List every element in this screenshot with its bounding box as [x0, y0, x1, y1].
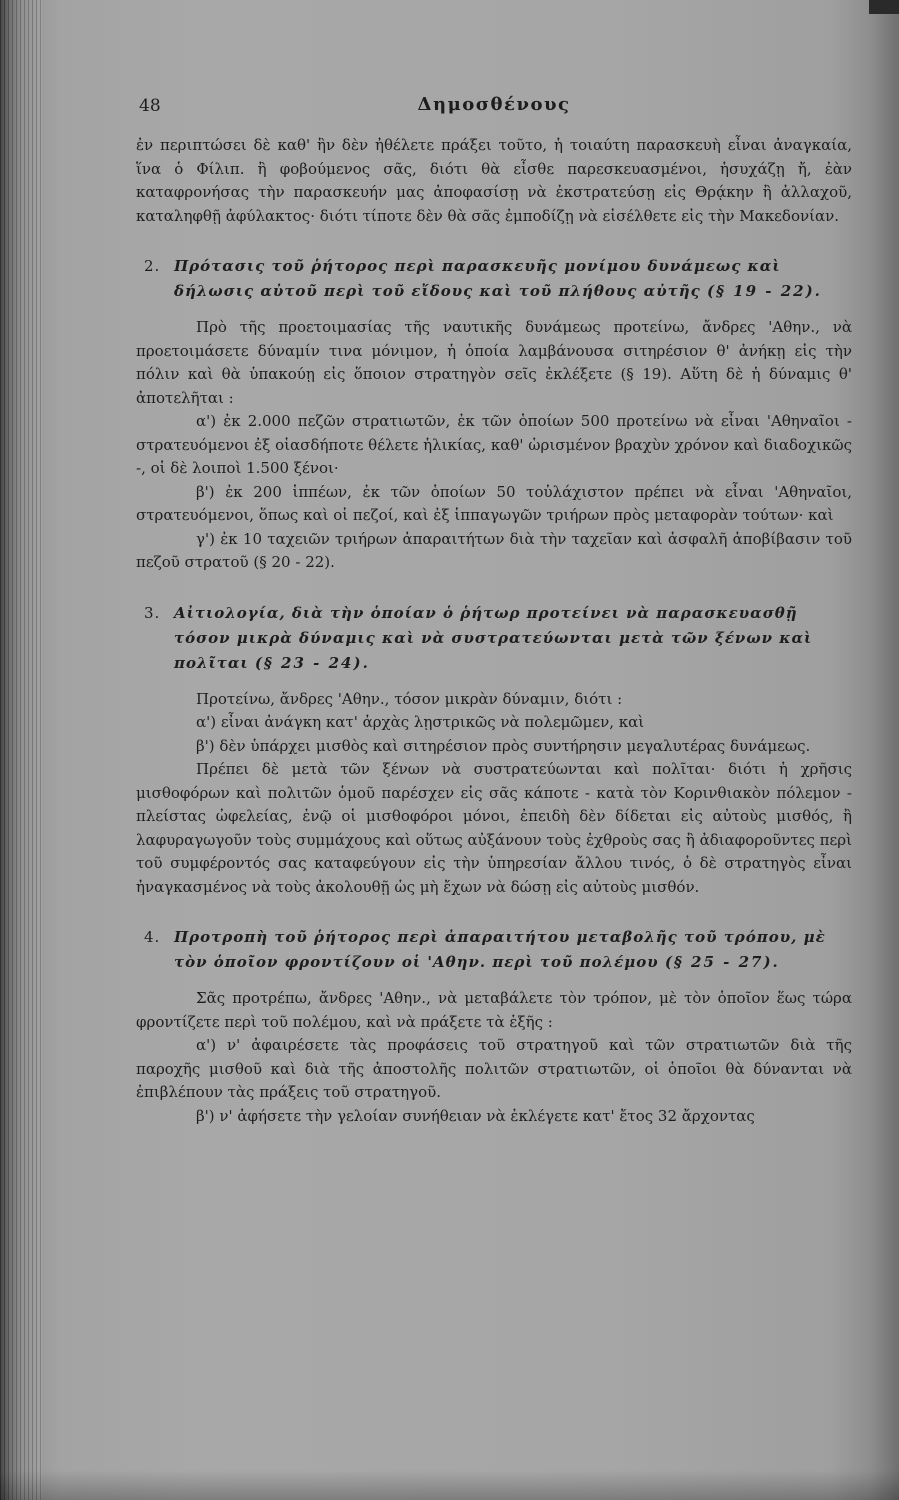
paragraph: α') ν' ἀφαιρέσετε τὰς προφάσεις τοῦ στρατηγοῦ καὶ τῶν στρατιωτῶν διὰ τῆς παροχῆς μισθοῦ καὶ διὰ τῆς ἀποστολῆς πολιτῶν στρατιωτῶν, οἱ ὁποῖοι θὰ δύνανται νὰ ἐπιβλέπουν τὰς πράξεις τοῦ στρατηγοῦ. — [136, 1036, 852, 1101]
section-title: Αἰτιολογία, διὰ τὴν ὁποίαν ὁ ῥήτωρ προτείνει νὰ παρασκευασθῇ τόσον μικρὰ δύναμις καὶ νὰ συστρατεύωνται μετὰ τῶν ξένων καὶ πολῖται — [174, 603, 813, 672]
paragraph: β') ν' ἀφήσετε τὴν γελοίαν συνήθειαν νὰ ἐκλέγετε κατ' ἔτος 32 ἄρχοντας — [196, 1106, 755, 1125]
section-number: 3. — [144, 603, 161, 622]
intro-paragraph: ἐν περιπτώσει δὲ καθ' ἣν δὲν ἠθέλετε πράξει τοῦτο, ἡ τοιαύτη παρασκευὴ εἶναι ἀναγκαία, ἵνα ὁ Φίλιπ. ἢ φοβούμενος σᾶς, διότι θὰ εἶσθε παρεσκευασμένοι, ἡσυχάζῃ ἤ, ἐὰν καταφρονήσας τὴν παρασκευήν μας ἀποφασίσῃ νὰ ἐκστρατεύσῃ εἰς Θρᾴκην ἢ ἀλλαχοῦ, καταληφθῇ ἀφύλακτος· διότι τίποτε δὲν θὰ σᾶς ἐμποδίζῃ νὰ εἰσέλθετε εἰς τὴν Μακεδονίαν. — [136, 136, 852, 225]
section-4 — [136, 925, 852, 1128]
section-2 — [136, 254, 852, 575]
section-heading — [144, 601, 852, 676]
bottom-shadow — [0, 1470, 899, 1500]
section-title: Προτροπὴ τοῦ ῥήτορος περὶ ἀπαραιτήτου μεταβολῆς τοῦ τρόπου, μὲ τὸν ὁποῖον φροντίζουν οἱ 'Αθην. περὶ τοῦ πολέμου — [174, 928, 826, 971]
running-head: Δημοσθένους — [417, 94, 571, 115]
section-heading — [144, 925, 852, 975]
paragraph: γ') ἐκ 10 ταχειῶν τριήρων ἀπαραιτήτων διὰ τὴν ταχεῖαν καὶ ἀσφαλῆ ἀποβίβασιν τοῦ πεζοῦ στρατοῦ (§ 20 - 22). — [136, 529, 852, 571]
section-ref: (§ 25 - 27). — [664, 953, 780, 971]
section-heading — [144, 254, 852, 304]
page-header — [136, 94, 852, 124]
paragraph: Πρὸ τῆς προετοιμασίας τῆς ναυτικῆς δυνάμεως προτείνω, ἄνδρες 'Αθην., νὰ προετοιμάσετε δύναμίν τινα μόνιμον, ἡ ὁποία λαμβάνουσα σιτηρέσιον θ' ἀνήκῃ εἰς τὴν πόλιν καὶ θὰ ὑπακούῃ εἰς ὅποιον στρατηγὸν σεῖς ἐκλέξετε (§ 19). Αὕτη δὲ ἡ δύναμις θ' ἀποτελῆται : — [136, 318, 852, 407]
section-3 — [136, 601, 852, 900]
paragraph: Σᾶς προτρέπω, ἄνδρες 'Αθην., νὰ μεταβάλετε τὸν τρόπον, μὲ τὸν ὁποῖον ἕως τώρα φροντίζετε περὶ τοῦ πολέμου, καὶ νὰ πράξετε τὰ ἑξῆς : — [136, 989, 852, 1031]
book-page-edges — [0, 0, 42, 1500]
section-number: 4. — [144, 928, 161, 946]
paragraph: Προτείνω, ἄνδρες 'Αθην., τόσον μικρὰν δύναμιν, διότι : — [196, 689, 623, 708]
paragraph: α') ἐκ 2.000 πεζῶν στρατιωτῶν, ἐκ τῶν ὁποίων 500 προτείνω νὰ εἶναι 'Αθηναῖοι - στρατευόμενοι ἐξ οἱασδήποτε θέλετε ἡλικίας, καθ' ὡρισμένον βραχὺν χρόνον καὶ διαδοχικῶς -, οἱ δὲ λοιποὶ 1.500 ξένοι· — [136, 412, 852, 477]
section-title: Πρότασις τοῦ ῥήτορος περὶ παρασκευῆς μονίμου δυνάμεως καὶ δήλωσις αὐτοῦ περὶ τοῦ εἴδους καὶ τοῦ πλήθους αὐτῆς — [174, 257, 781, 300]
page-content — [136, 94, 852, 1128]
paragraph: β') δὲν ὑπάρχει μισθὸς καὶ σιτηρέσιον πρὸς συντήρησιν μεγαλυτέρας δυνάμεως. — [196, 736, 811, 755]
paragraph: β') ἐκ 200 ἱππέων, ἐκ τῶν ὁποίων 50 τοὐλάχιστον πρέπει νὰ εἶναι 'Αθηναῖοι, στρατευόμενοι, ὅπως καὶ οἱ πεζοί, καὶ ἐξ ἱππαγωγῶν τριήρων πρὸς μεταφορὰν τούτων· καὶ — [136, 482, 852, 524]
paragraph: α') εἶναι ἀνάγκη κατ' ἀρχὰς λῃστρικῶς νὰ πολεμῶμεν, καὶ — [196, 713, 645, 731]
paragraph: Πρέπει δὲ μετὰ τῶν ξένων νὰ συστρατεύωνται καὶ πολῖται· διότι ἡ χρῆσις μισθοφόρων καὶ πολιτῶν ὁμοῦ παρέσχεν εἰς σᾶς κάποτε - κατὰ τὸν Κορινθιακὸν πόλεμον - πλείστας ὠφελείας, ἐνῷ οἱ μισθοφόροι μόνοι, ἐπειδὴ δὲν δίδεται εἰς αὐτοὺς μισθός, ἢ λαφυραγωγοῦν τοὺς συμμάχους καὶ οὕτως αὐξάνουν τοὺς ἐχθροὺς σας ἢ ἀδιαφοροῦντες περὶ τοῦ συμφέροντός σας καταφεύγουν εἰς τὴν ὑπηρεσίαν ἄλλου τινός, ὁ δὲ στρατηγὸς εἶναι ἠναγκασμένος νὰ τοὺς ἀκολουθῇ ὡς μὴ ἔχων νὰ δώσῃ εἰς αὐτοὺς μισθόν. — [136, 760, 852, 896]
section-ref: (§ 23 - 24). — [254, 653, 370, 672]
scan-corner — [869, 0, 899, 14]
page-number: 48 — [139, 96, 161, 116]
section-ref: (§ 19 - 22). — [706, 282, 822, 300]
section-number: 2. — [144, 257, 161, 275]
